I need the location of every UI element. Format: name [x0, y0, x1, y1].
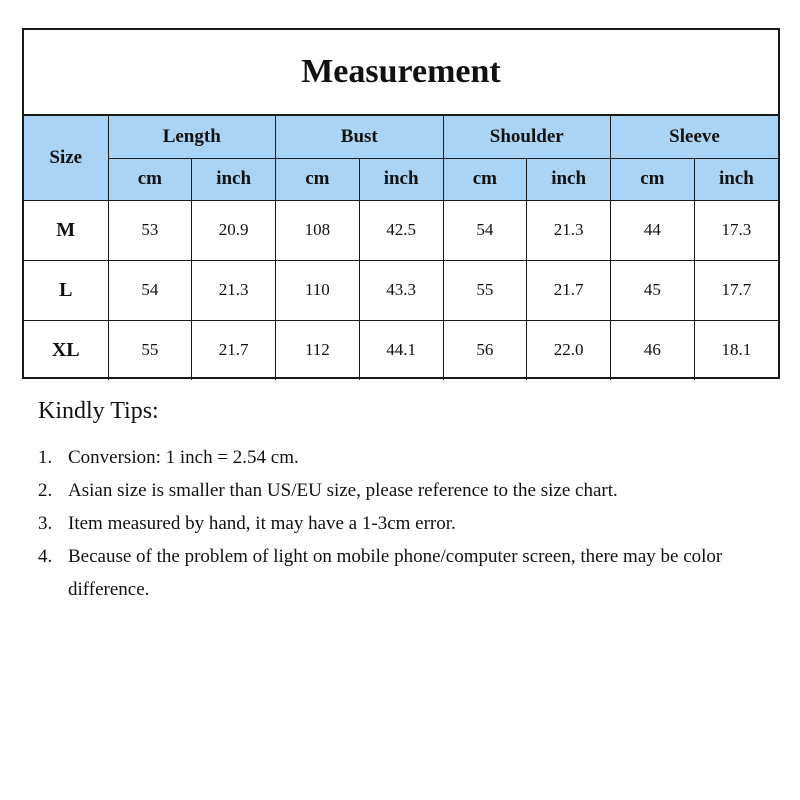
measurement-chart [22, 28, 780, 379]
unit-header: inch [527, 158, 611, 200]
shoulder-header: Shoulder [443, 116, 611, 158]
unit-header: inch [694, 158, 778, 200]
tip-number: 2. [38, 480, 53, 501]
unit-header: cm [108, 158, 192, 200]
table-cell: 42.5 [359, 200, 443, 260]
unit-header: cm [611, 158, 695, 200]
tip-item [38, 441, 778, 474]
tip-number: 1. [38, 447, 53, 468]
tip-item [38, 540, 778, 606]
unit-header: cm [443, 158, 527, 200]
table-cell: 112 [276, 320, 360, 380]
tips-title: Kindly Tips: [38, 398, 159, 424]
tip-item [38, 507, 778, 540]
tip-text: Item measured by hand, it may have a 1-3cm error. [68, 513, 456, 534]
unit-header: inch [192, 158, 276, 200]
size-table [24, 116, 778, 380]
table-cell: 21.7 [192, 320, 276, 380]
table-cell: 21.3 [192, 260, 276, 320]
size-cell: L [24, 260, 108, 320]
table-cell: 54 [443, 200, 527, 260]
header-row-units [24, 158, 778, 200]
table-cell: 110 [276, 260, 360, 320]
size-cell: XL [24, 320, 108, 380]
table-row [24, 260, 778, 320]
table-cell: 17.3 [694, 200, 778, 260]
table-cell: 108 [276, 200, 360, 260]
table-cell: 53 [108, 200, 192, 260]
tips-section [38, 398, 778, 606]
table-cell: 56 [443, 320, 527, 380]
length-header: Length [108, 116, 276, 158]
unit-header: inch [359, 158, 443, 200]
tips-list [38, 441, 778, 606]
size-header: Size [24, 116, 108, 200]
table-cell: 22.0 [527, 320, 611, 380]
table-cell: 43.3 [359, 260, 443, 320]
size-cell: M [24, 200, 108, 260]
table-cell: 44.1 [359, 320, 443, 380]
tip-text: Conversion: 1 inch = 2.54 cm. [68, 447, 299, 468]
tip-number: 4. [38, 546, 53, 567]
tip-number: 3. [38, 513, 53, 534]
header-row-groups [24, 116, 778, 158]
table-cell: 54 [108, 260, 192, 320]
bust-header: Bust [276, 116, 444, 158]
table-cell: 17.7 [694, 260, 778, 320]
table-cell: 21.7 [527, 260, 611, 320]
table-cell: 44 [611, 200, 695, 260]
tip-item [38, 474, 778, 507]
table-cell: 46 [611, 320, 695, 380]
tip-text: Because of the problem of light on mobile phone/computer screen, there may be color difference. [68, 546, 723, 600]
table-cell: 20.9 [192, 200, 276, 260]
chart-title: Measurement [24, 30, 778, 116]
sleeve-header: Sleeve [611, 116, 779, 158]
table-cell: 21.3 [527, 200, 611, 260]
table-row [24, 320, 778, 380]
table-cell: 18.1 [694, 320, 778, 380]
tip-text: Asian size is smaller than US/EU size, please reference to the size chart. [68, 480, 618, 501]
table-row [24, 200, 778, 260]
table-cell: 45 [611, 260, 695, 320]
table-cell: 55 [108, 320, 192, 380]
unit-header: cm [276, 158, 360, 200]
table-cell: 55 [443, 260, 527, 320]
